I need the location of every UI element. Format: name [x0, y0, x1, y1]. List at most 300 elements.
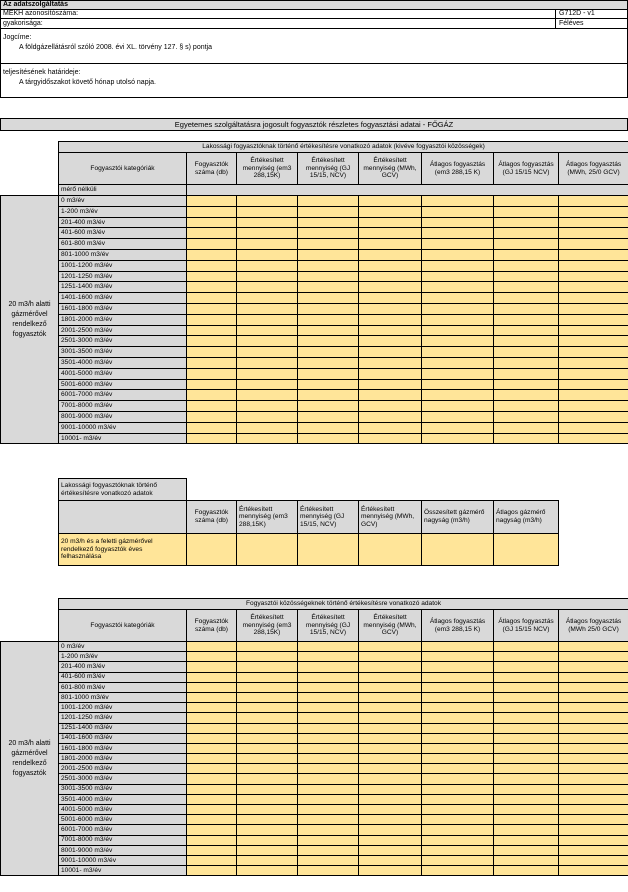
data-cell[interactable]: [559, 815, 628, 825]
data-cell[interactable]: [559, 733, 628, 743]
data-cell[interactable]: [559, 672, 628, 682]
data-cell[interactable]: [422, 733, 494, 743]
data-cell[interactable]: [422, 784, 494, 794]
data-cell[interactable]: [298, 835, 359, 845]
data-cell[interactable]: [237, 433, 298, 444]
data-cell[interactable]: [359, 357, 422, 368]
data-cell[interactable]: [237, 805, 298, 815]
data-cell[interactable]: [237, 314, 298, 325]
data-cell[interactable]: [559, 249, 628, 260]
data-cell[interactable]: [298, 206, 359, 217]
data-cell[interactable]: [494, 433, 559, 444]
data-cell[interactable]: [187, 260, 237, 271]
data-cell[interactable]: [559, 723, 628, 733]
data-cell[interactable]: [237, 228, 298, 239]
data-cell[interactable]: [237, 249, 298, 260]
data-cell[interactable]: [422, 703, 494, 713]
data-cell[interactable]: [559, 293, 628, 304]
data-cell[interactable]: [494, 794, 559, 804]
data-cell[interactable]: [559, 325, 628, 336]
data-cell[interactable]: [237, 325, 298, 336]
data-cell[interactable]: [494, 196, 559, 207]
data-cell[interactable]: [359, 347, 422, 358]
data-cell[interactable]: [187, 713, 237, 723]
data-cell[interactable]: [298, 411, 359, 422]
data-cell[interactable]: [422, 239, 494, 250]
data-cell[interactable]: [359, 293, 422, 304]
data-cell[interactable]: [494, 239, 559, 250]
data-cell[interactable]: [298, 228, 359, 239]
data-cell[interactable]: [359, 271, 422, 282]
data-cell[interactable]: [422, 271, 494, 282]
data-cell[interactable]: [422, 825, 494, 835]
data-cell[interactable]: [298, 336, 359, 347]
data-cell[interactable]: [422, 835, 494, 845]
data-cell[interactable]: [237, 672, 298, 682]
data-cell[interactable]: [237, 303, 298, 314]
data-cell[interactable]: [422, 314, 494, 325]
data-cell[interactable]: [298, 672, 359, 682]
data-cell[interactable]: [298, 390, 359, 401]
data-cell[interactable]: [298, 239, 359, 250]
data-cell[interactable]: [494, 314, 559, 325]
data-cell[interactable]: [359, 794, 422, 804]
data-cell[interactable]: [187, 835, 237, 845]
data-cell[interactable]: [494, 336, 559, 347]
data-cell[interactable]: [559, 411, 628, 422]
data-cell[interactable]: [494, 390, 559, 401]
data-cell[interactable]: [298, 347, 359, 358]
data-cell[interactable]: [237, 336, 298, 347]
data-cell[interactable]: [494, 733, 559, 743]
data-cell[interactable]: [494, 260, 559, 271]
data-cell[interactable]: [559, 401, 628, 412]
data-cell[interactable]: [559, 642, 628, 652]
data-cell[interactable]: [494, 347, 559, 358]
data-cell[interactable]: [187, 682, 237, 692]
data-cell[interactable]: [187, 845, 237, 855]
data-cell[interactable]: [559, 662, 628, 672]
data-cell[interactable]: [359, 845, 422, 855]
data-cell[interactable]: [359, 764, 422, 774]
data-cell[interactable]: [559, 703, 628, 713]
data-cell[interactable]: [359, 217, 422, 228]
data-cell[interactable]: [494, 217, 559, 228]
data-cell[interactable]: [422, 662, 494, 672]
data-cell[interactable]: [298, 682, 359, 692]
data-cell[interactable]: [298, 743, 359, 753]
data-cell[interactable]: [422, 293, 494, 304]
data-cell[interactable]: [298, 794, 359, 804]
data-cell[interactable]: [422, 249, 494, 260]
data-cell[interactable]: [359, 206, 422, 217]
data-cell[interactable]: [559, 784, 628, 794]
data-cell[interactable]: [187, 662, 237, 672]
data-cell[interactable]: [298, 713, 359, 723]
data-cell[interactable]: [422, 347, 494, 358]
data-cell[interactable]: [359, 422, 422, 433]
data-cell[interactable]: [187, 805, 237, 815]
data-cell[interactable]: [187, 196, 237, 207]
data-cell[interactable]: [237, 784, 298, 794]
data-cell[interactable]: [422, 206, 494, 217]
data-cell[interactable]: [494, 534, 559, 566]
data-cell[interactable]: [494, 662, 559, 672]
data-cell[interactable]: [298, 271, 359, 282]
data-cell[interactable]: [422, 743, 494, 753]
data-cell[interactable]: [359, 866, 422, 876]
data-cell[interactable]: [359, 815, 422, 825]
data-cell[interactable]: [187, 347, 237, 358]
data-cell[interactable]: [422, 794, 494, 804]
data-cell[interactable]: [422, 260, 494, 271]
data-cell[interactable]: [187, 784, 237, 794]
data-cell[interactable]: [559, 774, 628, 784]
data-cell[interactable]: [559, 314, 628, 325]
data-cell[interactable]: [559, 794, 628, 804]
data-cell[interactable]: [559, 805, 628, 815]
data-cell[interactable]: [187, 411, 237, 422]
data-cell[interactable]: [494, 206, 559, 217]
data-cell[interactable]: [494, 845, 559, 855]
data-cell[interactable]: [494, 825, 559, 835]
data-cell[interactable]: [422, 692, 494, 702]
data-cell[interactable]: [494, 652, 559, 662]
data-cell[interactable]: [298, 357, 359, 368]
data-cell[interactable]: [359, 662, 422, 672]
data-cell[interactable]: [298, 764, 359, 774]
data-cell[interactable]: [359, 733, 422, 743]
data-cell[interactable]: [298, 260, 359, 271]
data-cell[interactable]: [494, 743, 559, 753]
data-cell[interactable]: [559, 825, 628, 835]
data-cell[interactable]: [422, 534, 494, 566]
data-cell[interactable]: [494, 293, 559, 304]
data-cell[interactable]: [237, 682, 298, 692]
data-cell[interactable]: [494, 271, 559, 282]
data-cell[interactable]: [359, 196, 422, 207]
data-cell[interactable]: [359, 754, 422, 764]
data-cell[interactable]: [559, 260, 628, 271]
data-cell[interactable]: [559, 764, 628, 774]
data-cell[interactable]: [422, 336, 494, 347]
data-cell[interactable]: [237, 845, 298, 855]
data-cell[interactable]: [422, 401, 494, 412]
data-cell[interactable]: [187, 390, 237, 401]
data-cell[interactable]: [494, 682, 559, 692]
data-cell[interactable]: [237, 703, 298, 713]
data-cell[interactable]: [559, 303, 628, 314]
data-cell[interactable]: [422, 713, 494, 723]
data-cell[interactable]: [359, 401, 422, 412]
data-cell[interactable]: [559, 228, 628, 239]
data-cell[interactable]: [359, 774, 422, 784]
data-cell[interactable]: [422, 764, 494, 774]
data-cell[interactable]: [187, 303, 237, 314]
data-cell[interactable]: [359, 835, 422, 845]
data-cell[interactable]: [237, 217, 298, 228]
data-cell[interactable]: [422, 652, 494, 662]
data-cell[interactable]: [298, 855, 359, 865]
data-cell[interactable]: [422, 855, 494, 865]
data-cell[interactable]: [422, 357, 494, 368]
data-cell[interactable]: [237, 825, 298, 835]
data-cell[interactable]: [237, 652, 298, 662]
data-cell[interactable]: [359, 784, 422, 794]
data-cell[interactable]: [187, 249, 237, 260]
data-cell[interactable]: [494, 713, 559, 723]
data-cell[interactable]: [494, 805, 559, 815]
data-cell[interactable]: [187, 672, 237, 682]
data-cell[interactable]: [237, 293, 298, 304]
data-cell[interactable]: [494, 835, 559, 845]
data-cell[interactable]: [494, 357, 559, 368]
data-cell[interactable]: [359, 433, 422, 444]
data-cell[interactable]: [359, 682, 422, 692]
data-cell[interactable]: [298, 845, 359, 855]
data-cell[interactable]: [187, 293, 237, 304]
data-cell[interactable]: [237, 692, 298, 702]
data-cell[interactable]: [187, 815, 237, 825]
data-cell[interactable]: [187, 239, 237, 250]
data-cell[interactable]: [559, 196, 628, 207]
data-cell[interactable]: [559, 379, 628, 390]
data-cell[interactable]: [237, 390, 298, 401]
data-cell[interactable]: [422, 805, 494, 815]
data-cell[interactable]: [237, 794, 298, 804]
data-cell[interactable]: [298, 433, 359, 444]
data-cell[interactable]: [187, 217, 237, 228]
data-cell[interactable]: [237, 855, 298, 865]
data-cell[interactable]: [187, 692, 237, 702]
data-cell[interactable]: [559, 713, 628, 723]
data-cell[interactable]: [494, 325, 559, 336]
data-cell[interactable]: [494, 303, 559, 314]
data-cell[interactable]: [559, 866, 628, 876]
data-cell[interactable]: [187, 866, 237, 876]
data-cell[interactable]: [359, 325, 422, 336]
data-cell[interactable]: [237, 282, 298, 293]
data-cell[interactable]: [298, 642, 359, 652]
data-cell[interactable]: [494, 764, 559, 774]
data-cell[interactable]: [237, 723, 298, 733]
data-cell[interactable]: [187, 703, 237, 713]
data-cell[interactable]: [187, 422, 237, 433]
data-cell[interactable]: [359, 743, 422, 753]
data-cell[interactable]: [559, 682, 628, 692]
data-cell[interactable]: [494, 411, 559, 422]
data-cell[interactable]: [187, 206, 237, 217]
data-cell[interactable]: [187, 401, 237, 412]
data-cell[interactable]: [359, 652, 422, 662]
data-cell[interactable]: [359, 260, 422, 271]
data-cell[interactable]: [422, 228, 494, 239]
data-cell[interactable]: [494, 249, 559, 260]
data-cell[interactable]: [298, 282, 359, 293]
data-cell[interactable]: [237, 866, 298, 876]
data-cell[interactable]: [237, 835, 298, 845]
data-cell[interactable]: [298, 652, 359, 662]
data-cell[interactable]: [187, 764, 237, 774]
data-cell[interactable]: [187, 534, 237, 566]
data-cell[interactable]: [187, 754, 237, 764]
data-cell[interactable]: [298, 314, 359, 325]
data-cell[interactable]: [422, 325, 494, 336]
data-cell[interactable]: [494, 774, 559, 784]
data-cell[interactable]: [494, 401, 559, 412]
data-cell[interactable]: [559, 357, 628, 368]
data-cell[interactable]: [237, 260, 298, 271]
data-cell[interactable]: [494, 672, 559, 682]
data-cell[interactable]: [494, 703, 559, 713]
data-cell[interactable]: [298, 723, 359, 733]
data-cell[interactable]: [298, 217, 359, 228]
data-cell[interactable]: [237, 347, 298, 358]
data-cell[interactable]: [359, 228, 422, 239]
data-cell[interactable]: [187, 433, 237, 444]
data-cell[interactable]: [494, 282, 559, 293]
data-cell[interactable]: [237, 411, 298, 422]
data-cell[interactable]: [187, 723, 237, 733]
data-cell[interactable]: [298, 249, 359, 260]
data-cell[interactable]: [237, 713, 298, 723]
data-cell[interactable]: [237, 271, 298, 282]
data-cell[interactable]: [187, 271, 237, 282]
data-cell[interactable]: [559, 652, 628, 662]
data-cell[interactable]: [422, 774, 494, 784]
data-cell[interactable]: [298, 805, 359, 815]
data-cell[interactable]: [298, 379, 359, 390]
data-cell[interactable]: [494, 642, 559, 652]
data-cell[interactable]: [422, 682, 494, 692]
data-cell[interactable]: [237, 534, 298, 566]
data-cell[interactable]: [422, 379, 494, 390]
data-cell[interactable]: [298, 754, 359, 764]
data-cell[interactable]: [422, 866, 494, 876]
data-cell[interactable]: [187, 282, 237, 293]
data-cell[interactable]: [298, 293, 359, 304]
data-cell[interactable]: [359, 368, 422, 379]
data-cell[interactable]: [422, 217, 494, 228]
data-cell[interactable]: [422, 196, 494, 207]
data-cell[interactable]: [494, 379, 559, 390]
data-cell[interactable]: [559, 217, 628, 228]
data-cell[interactable]: [559, 336, 628, 347]
data-cell[interactable]: [359, 314, 422, 325]
data-cell[interactable]: [187, 357, 237, 368]
data-cell[interactable]: [422, 282, 494, 293]
data-cell[interactable]: [359, 692, 422, 702]
data-cell[interactable]: [359, 411, 422, 422]
data-cell[interactable]: [422, 845, 494, 855]
data-cell[interactable]: [298, 733, 359, 743]
data-cell[interactable]: [298, 325, 359, 336]
data-cell[interactable]: [422, 303, 494, 314]
data-cell[interactable]: [187, 325, 237, 336]
data-cell[interactable]: [298, 703, 359, 713]
data-cell[interactable]: [359, 805, 422, 815]
data-cell[interactable]: [494, 855, 559, 865]
data-cell[interactable]: [298, 368, 359, 379]
data-cell[interactable]: [237, 206, 298, 217]
data-cell[interactable]: [559, 855, 628, 865]
data-cell[interactable]: [559, 347, 628, 358]
data-cell[interactable]: [494, 815, 559, 825]
data-cell[interactable]: [298, 815, 359, 825]
data-cell[interactable]: [422, 368, 494, 379]
data-cell[interactable]: [298, 534, 359, 566]
data-cell[interactable]: [359, 672, 422, 682]
data-cell[interactable]: [359, 723, 422, 733]
data-cell[interactable]: [187, 368, 237, 379]
data-cell[interactable]: [187, 642, 237, 652]
data-cell[interactable]: [359, 534, 422, 566]
data-cell[interactable]: [359, 642, 422, 652]
data-cell[interactable]: [187, 733, 237, 743]
data-cell[interactable]: [494, 368, 559, 379]
data-cell[interactable]: [187, 379, 237, 390]
data-cell[interactable]: [494, 784, 559, 794]
data-cell[interactable]: [187, 228, 237, 239]
data-cell[interactable]: [422, 815, 494, 825]
data-cell[interactable]: [237, 764, 298, 774]
data-cell[interactable]: [559, 282, 628, 293]
data-cell[interactable]: [237, 743, 298, 753]
data-cell[interactable]: [559, 754, 628, 764]
data-cell[interactable]: [559, 390, 628, 401]
data-cell[interactable]: [237, 401, 298, 412]
data-cell[interactable]: [298, 825, 359, 835]
data-cell[interactable]: [237, 239, 298, 250]
data-cell[interactable]: [237, 422, 298, 433]
data-cell[interactable]: [298, 422, 359, 433]
data-cell[interactable]: [494, 692, 559, 702]
data-cell[interactable]: [298, 692, 359, 702]
data-cell[interactable]: [187, 652, 237, 662]
data-cell[interactable]: [237, 815, 298, 825]
data-cell[interactable]: [422, 422, 494, 433]
data-cell[interactable]: [494, 723, 559, 733]
data-cell[interactable]: [422, 754, 494, 764]
data-cell[interactable]: [422, 642, 494, 652]
data-cell[interactable]: [359, 249, 422, 260]
data-cell[interactable]: [237, 357, 298, 368]
data-cell[interactable]: [494, 866, 559, 876]
data-cell[interactable]: [237, 754, 298, 764]
data-cell[interactable]: [559, 692, 628, 702]
data-cell[interactable]: [359, 825, 422, 835]
data-cell[interactable]: [359, 855, 422, 865]
data-cell[interactable]: [422, 390, 494, 401]
data-cell[interactable]: [298, 196, 359, 207]
data-cell[interactable]: [187, 774, 237, 784]
data-cell[interactable]: [237, 774, 298, 784]
data-cell[interactable]: [494, 228, 559, 239]
data-cell[interactable]: [359, 336, 422, 347]
data-cell[interactable]: [187, 336, 237, 347]
data-cell[interactable]: [237, 733, 298, 743]
data-cell[interactable]: [422, 433, 494, 444]
data-cell[interactable]: [359, 703, 422, 713]
data-cell[interactable]: [237, 642, 298, 652]
data-cell[interactable]: [298, 866, 359, 876]
data-cell[interactable]: [359, 282, 422, 293]
data-cell[interactable]: [187, 743, 237, 753]
data-cell[interactable]: [359, 390, 422, 401]
data-cell[interactable]: [237, 196, 298, 207]
data-cell[interactable]: [422, 411, 494, 422]
data-cell[interactable]: [237, 368, 298, 379]
